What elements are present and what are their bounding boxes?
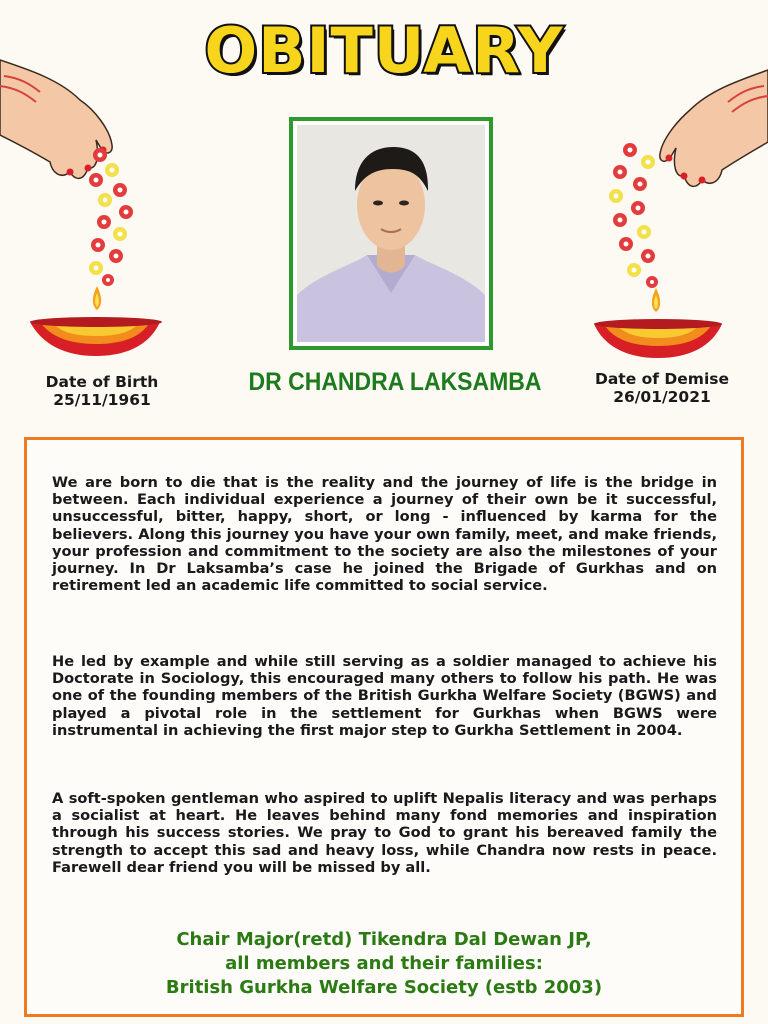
date-of-demise-block: [582, 370, 742, 406]
hand-icon: [0, 60, 112, 178]
flower-garland-icon: [609, 143, 658, 288]
signature-line: Chair Major(retd) Tikendra Dal Dewan JP,: [176, 929, 592, 950]
oil-lamp-icon: [30, 286, 162, 356]
hand-flowers-lamp-right-illustration: [590, 30, 768, 370]
date-of-birth-value: 25/11/1961: [53, 391, 151, 409]
tribute-paragraph: A soft-spoken gentleman who aspired to uplift Nepalis literacy and was perhaps a socialist at heart. He leaves behind many fond memories and inspiration through his success stories. We pray to God to grant his bereaved family the strength to accept this sad and heavy loss, while Chandra now rests in peace. Farewell dear friend you will be missed by all.: [52, 790, 717, 876]
portrait-photo: [297, 125, 485, 342]
flower-garland-icon: [89, 148, 133, 286]
oil-lamp-icon: [594, 288, 722, 358]
signature-block: [27, 928, 741, 1000]
date-of-birth-block: [22, 373, 182, 409]
date-of-demise-value: 26/01/2021: [613, 388, 711, 406]
tribute-paragraph: He led by example and while still serving as a soldier managed to achieve his Doctorate in Sociology, this encouraged many others to follow his path. He was one of the founding members of the British Gurkha Welfare Society (BGWS) and played a pivotal role in the settlement for Gurkhas when BGWS were instrumental in achieving the first major step to Gurkha Settlement in 2004.: [52, 653, 717, 739]
deceased-name: DR CHANDRA LAKSAMBA: [248, 368, 542, 396]
tribute-message-box: [24, 437, 744, 1017]
hand-icon: [660, 70, 768, 186]
hand-flowers-lamp-left-illustration: [0, 40, 175, 370]
date-of-birth-label: Date of Birth: [45, 373, 159, 391]
signature-line: British Gurkha Welfare Society (estb 2003): [165, 977, 603, 998]
signature-line: all members and their families:: [225, 953, 543, 974]
obituary-title: OBITUARY: [204, 14, 564, 87]
date-of-demise-label: Date of Demise: [594, 370, 729, 388]
portrait-photo-frame: [289, 117, 493, 350]
tribute-paragraph: We are born to die that is the reality and the journey of life is the bridge in between. Each individual experience a journey of their own be it successful, unsuccessful, bitter, happy, short, or long - influenced by karma for the believers. Along this journey you have your own family, meet, and make friends, your profession and commitment to the society are also the milestones of your journey. In Dr Laksamba’s case he joined the Brigade of Gurkhas and on retirement led an academic life committed to social service.: [52, 474, 717, 595]
